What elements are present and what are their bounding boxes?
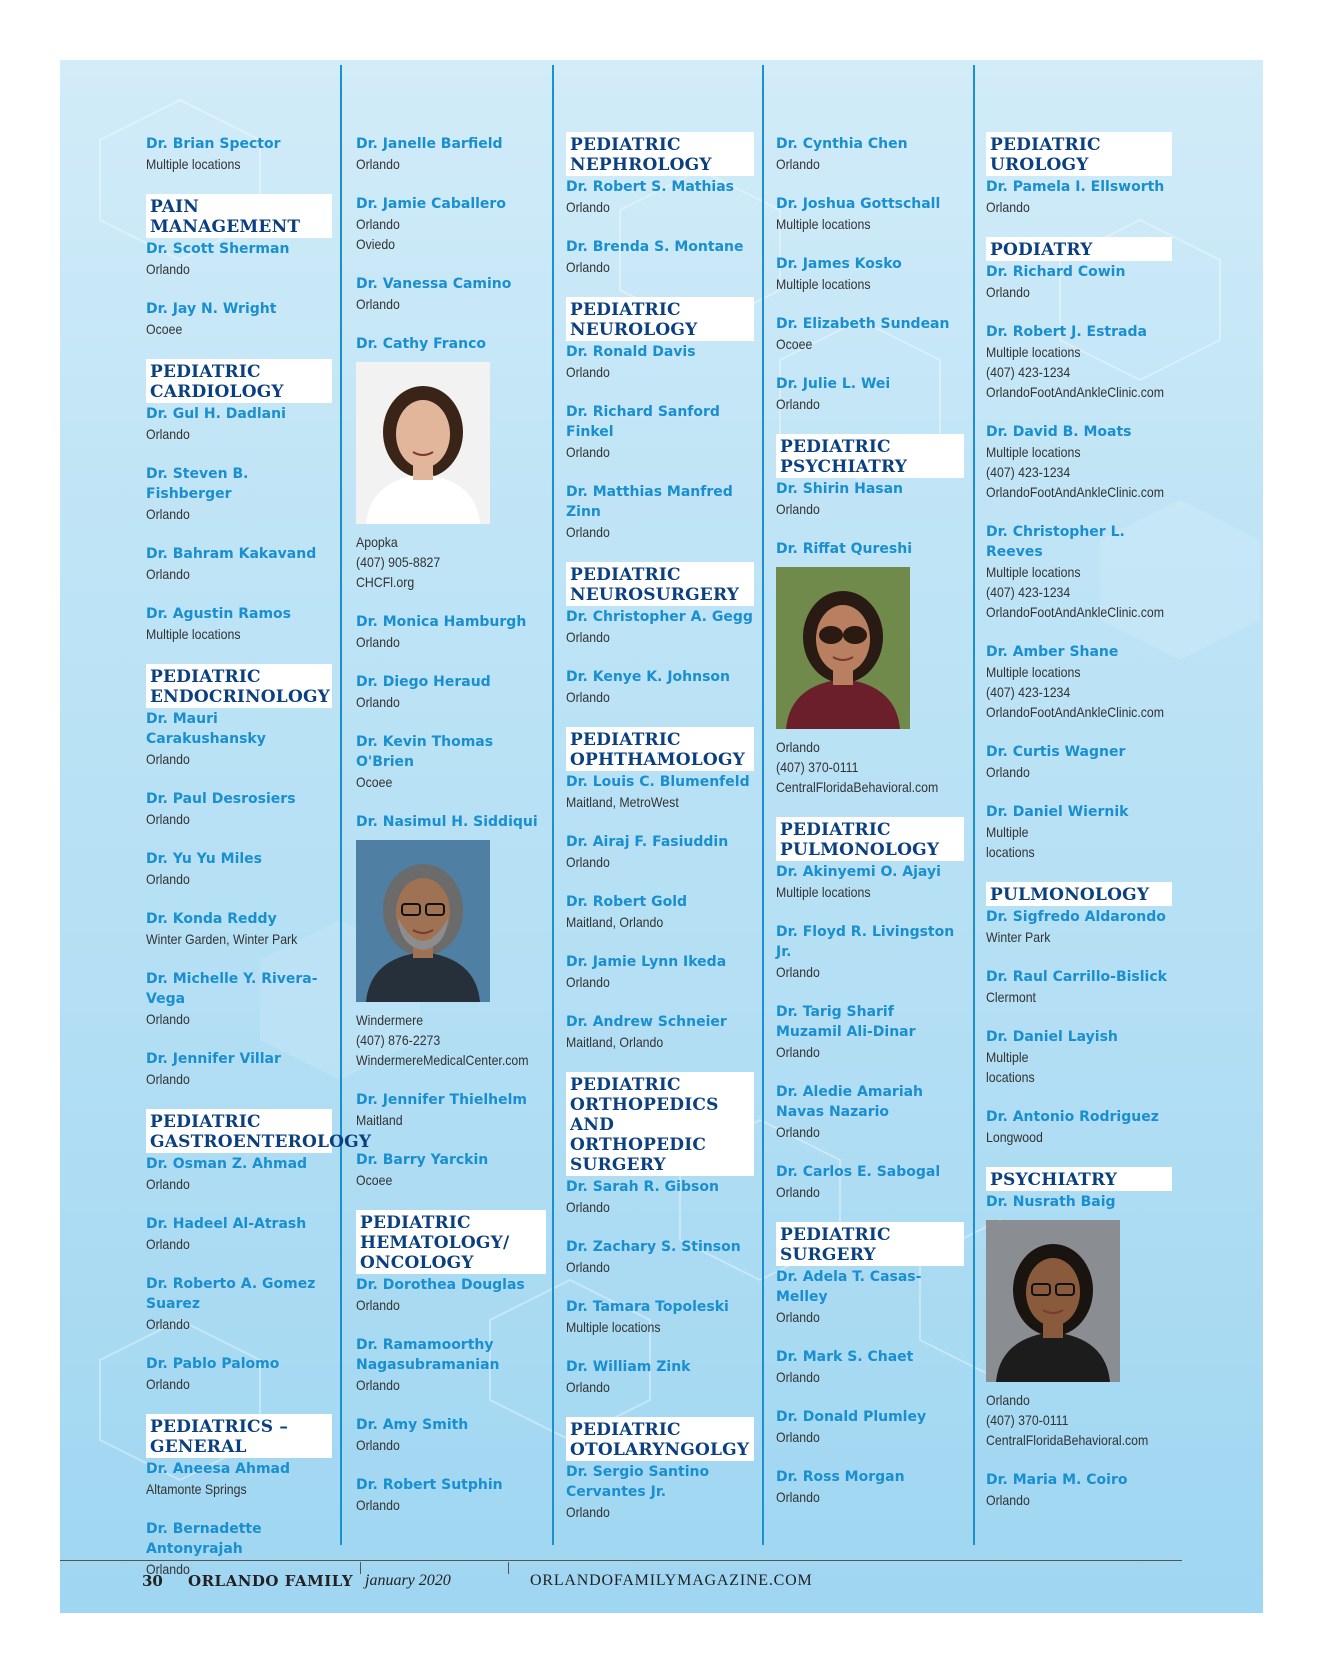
doctor-name: Dr. Mauri Carakushansky (146, 711, 266, 747)
doctor-name: Dr. Robert J. Estrada (986, 324, 1147, 340)
doctor-name: Dr. Brenda S. Montane (566, 239, 744, 255)
doctor-name: Dr. Nusrath Baig (986, 1194, 1116, 1210)
doctor-location: Orlando (776, 964, 820, 980)
doctor-location: Orlando (566, 1504, 610, 1520)
doctor-entry (776, 254, 964, 294)
doctor-entry (986, 262, 1172, 302)
doctor-name: Dr. Jay N. Wright (146, 301, 277, 317)
specialty-heading: PEDIATRIC NEUROLOGY (566, 297, 754, 341)
doctor-name: Dr. Robert Gold (566, 894, 688, 910)
doctor-phone: (407) 423-1234 (986, 464, 1071, 480)
doctor-entry (566, 607, 754, 647)
doctor-entry (146, 909, 332, 949)
doctor-location: Orlando (776, 1429, 820, 1445)
doctor-location: Windermere (356, 1012, 424, 1028)
doctor-location: Winter Garden, Winter Park (146, 931, 298, 947)
specialty-heading: PEDIATRIC ORTHOPEDICS AND ORTHOPEDIC SURGERY (566, 1072, 754, 1176)
doctor-name: Dr. Roberto A. Gomez Suarez (146, 1276, 316, 1312)
doctor-name: Dr. Christopher L. Reeves (986, 524, 1125, 560)
doctor-name: Dr. Adela T. Casas-Melley (776, 1269, 922, 1305)
column-separator (552, 65, 554, 1545)
doctor-entry (776, 314, 964, 354)
doctor-name: Dr. Ross Morgan (776, 1469, 905, 1485)
doctor-entry (356, 1275, 546, 1315)
column-4 (776, 132, 964, 1527)
column-2 (356, 132, 546, 1535)
doctor-name: Dr. Paul Desrosiers (146, 791, 296, 807)
doctor-entry (776, 862, 964, 902)
doctor-phone: (407) 370-0111 (776, 759, 859, 775)
doctor-location: Maitland, Orlando (566, 1034, 664, 1050)
doctor-website[interactable]: OrlandoFootAndAnkleClinic.com (986, 384, 1165, 400)
doctor-website[interactable]: CentralFloridaBehavioral.com (986, 1432, 1149, 1448)
doctor-name: Dr. Donald Plumley (776, 1409, 927, 1425)
doctor-entry (146, 709, 332, 769)
doctor-location: Orlando (146, 1071, 190, 1087)
specialty-heading: PEDIATRIC PSYCHIATRY (776, 434, 964, 478)
doctor-entry (776, 1162, 964, 1202)
doctor-phone: (407) 423-1234 (986, 364, 1071, 380)
doctor-name: Dr. Yu Yu Miles (146, 851, 262, 867)
doctor-location: Multiple locations (566, 1319, 661, 1335)
doctor-entry (986, 1107, 1172, 1147)
doctor-entry (146, 1274, 332, 1334)
doctor-name: Dr. Julie L. Wei (776, 376, 891, 392)
doctor-location: Orlando (776, 1489, 820, 1505)
doctor-location: Orlando (356, 634, 400, 650)
doctor-name: Dr. James Kosko (776, 256, 902, 272)
doctor-name: Dr. Richard Cowin (986, 264, 1126, 280)
footer-rule (60, 1560, 1182, 1561)
doctor-location: Clermont (986, 989, 1036, 1005)
doctor-location: Orlando (356, 156, 400, 172)
doctor-name: Dr. Cynthia Chen (776, 136, 908, 152)
doctor-entry (566, 1297, 754, 1337)
doctor-location: Orlando (776, 1124, 820, 1140)
doctor-name: Dr. Osman Z. Ahmad (146, 1156, 308, 1172)
doctor-location: Orlando (356, 1497, 400, 1513)
doctor-name: Dr. Barry Yarckin (356, 1152, 489, 1168)
doctor-name: Dr. Shirin Hasan (776, 481, 904, 497)
doctor-entry (146, 134, 332, 174)
doctor-location: Maitland, Orlando (566, 914, 664, 930)
magazine-website[interactable]: ORLANDOFAMILYMAGAZINE.COM (530, 1572, 813, 1589)
doctor-entry (146, 849, 332, 889)
doctor-location: Orlando (566, 854, 610, 870)
doctor-location: Orlando (776, 1184, 820, 1200)
doctor-name: Dr. Vanessa Camino (356, 276, 512, 292)
doctor-entry (356, 1335, 546, 1395)
column-separator (762, 65, 764, 1545)
doctor-entry (566, 177, 754, 217)
magazine-name: ORLANDO FAMILY (188, 1572, 354, 1590)
doctor-location: Ocoee (146, 321, 183, 337)
doctor-name: Dr. Sergio Santino Cervantes Jr. (566, 1464, 710, 1500)
page-number: 30 (142, 1572, 163, 1590)
doctor-entry (566, 952, 754, 992)
doctor-location: Winter Park (986, 929, 1051, 945)
doctor-entry (146, 464, 332, 524)
specialty-heading: PAIN MANAGEMENT (146, 194, 332, 238)
doctor-name: Dr. William Zink (566, 1359, 691, 1375)
doctor-location: Orlando (356, 296, 400, 312)
doctor-name: Dr. Daniel Wiernik (986, 804, 1129, 820)
doctor-website[interactable]: CHCFl.org (356, 574, 415, 590)
specialty-heading: PEDIATRIC GASTROENTEROLOGY (146, 1109, 332, 1153)
doctor-location: Orlando (986, 1492, 1030, 1508)
doctor-location: Orlando (566, 364, 610, 380)
doctor-name: Dr. Zachary S. Stinson (566, 1239, 741, 1255)
doctor-name: Dr. Maria M. Coiro (986, 1472, 1128, 1488)
doctor-name: Dr. Raul Carrillo-Bislick (986, 969, 1167, 985)
doctor-name: Dr. Diego Heraud (356, 674, 491, 690)
doctor-location: Orlando (566, 974, 610, 990)
doctor-location: Orlando (146, 261, 190, 277)
doctor-entry (146, 299, 332, 339)
doctor-name: Dr. Tarig Sharif Muzamil Ali-Dinar (776, 1004, 916, 1040)
doctor-location: Orlando (146, 1176, 190, 1192)
doctor-name: Dr. Steven B. Fishberger (146, 466, 249, 502)
doctor-phone: (407) 423-1234 (986, 584, 1071, 600)
specialty-heading: PEDIATRIC SURGERY (776, 1222, 964, 1266)
doctor-entry (566, 402, 754, 462)
doctor-entry (776, 1002, 964, 1062)
doctor-location: Apopka (356, 534, 398, 550)
doctor-entry (356, 1150, 546, 1190)
doctor-entry (146, 1354, 332, 1394)
doctor-entry (146, 604, 332, 644)
doctor-entry (566, 482, 754, 542)
doctor-location: Orlando (356, 1297, 400, 1313)
doctor-name: Dr. Scott Sherman (146, 241, 290, 257)
doctor-location: Maitland, MetroWest (566, 794, 679, 810)
doctor-name: Dr. Sigfredo Aldarondo (986, 909, 1166, 925)
doctor-location: Orlando (146, 566, 190, 582)
doctor-name: Dr. David B. Moats (986, 424, 1132, 440)
doctor-location: Orlando (776, 739, 820, 755)
doctor-name: Dr. Kevin Thomas O'Brien (356, 734, 494, 770)
specialty-heading: PODIATRY (986, 237, 1172, 261)
doctor-entry (776, 1467, 964, 1507)
doctor-name: Dr. Sarah R. Gibson (566, 1179, 719, 1195)
doctor-portrait-photo (356, 362, 490, 524)
doctor-location: Orlando (986, 284, 1030, 300)
doctor-entry (566, 772, 754, 812)
doctor-location: Orlando (146, 1561, 190, 1577)
doctor-website[interactable]: OrlandoFootAndAnkleClinic.com (986, 484, 1165, 500)
doctor-entry (776, 539, 964, 797)
doctor-entry (146, 404, 332, 444)
doctor-location: Orlando (146, 751, 190, 767)
column-1 (146, 132, 372, 1599)
doctor-entry (776, 1267, 964, 1327)
doctor-entry (986, 642, 1172, 722)
specialty-heading: PEDIATRIC ENDOCRINOLOGY (146, 664, 332, 708)
specialty-heading: PEDIATRIC UROLOGY (986, 132, 1172, 176)
doctor-entry (566, 1177, 754, 1217)
doctor-name: Dr. Richard Sanford Finkel (566, 404, 720, 440)
doctor-location: Orlando (566, 629, 610, 645)
doctor-entry (776, 922, 964, 982)
doctor-name: Dr. Ramamoorthy Nagasubramanian (356, 1337, 500, 1373)
doctor-location: Orlando (146, 1011, 190, 1027)
specialty-heading: PEDIATRIC OPHTHAMOLOGY (566, 727, 754, 771)
doctor-entry (776, 1347, 964, 1387)
doctor-entry (356, 812, 546, 1070)
doctor-location: Orlando (146, 1316, 190, 1332)
doctor-entry (356, 1415, 546, 1455)
doctor-location: Orlando (146, 811, 190, 827)
doctor-name: Dr. Amber Shane (986, 644, 1119, 660)
doctor-location: Multiple locations (146, 156, 241, 172)
doctor-entry (986, 802, 1172, 862)
doctor-location: Orlando (566, 444, 610, 460)
column-5 (986, 132, 1172, 1530)
doctor-name: Dr. Riffat Qureshi (776, 541, 913, 557)
doctor-name: Dr. Matthias Manfred Zinn (566, 484, 733, 520)
doctor-location: Orlando (356, 1377, 400, 1393)
doctor-entry (356, 1090, 546, 1130)
doctor-entry (986, 907, 1172, 947)
doctor-location: Orlando (566, 199, 610, 215)
doctor-location: Ocoee (356, 1172, 393, 1188)
doctor-name: Dr. Hadeel Al-Atrash (146, 1216, 307, 1232)
doctor-entry (776, 1407, 964, 1447)
doctor-location: Orlando (776, 1369, 820, 1385)
doctor-name: Dr. Aneesa Ahmad (146, 1461, 291, 1477)
doctor-location: Orlando (566, 259, 610, 275)
doctor-entry (356, 1475, 546, 1515)
doctor-name: Dr. Pablo Palomo (146, 1356, 280, 1372)
doctor-location: Altamonte Springs (146, 1481, 247, 1497)
doctor-location: Orlando (566, 1199, 610, 1215)
doctor-name: Dr. Robert S. Mathias (566, 179, 734, 195)
doctor-location: Orlando (776, 1044, 820, 1060)
doctor-entry (776, 1082, 964, 1142)
page-footer (60, 1560, 1182, 1590)
doctor-location: Orlando (986, 199, 1030, 215)
doctor-entry (356, 274, 546, 314)
doctor-location: Orlando (986, 764, 1030, 780)
doctor-location: Longwood (986, 1129, 1043, 1145)
doctor-location: Multiple locations (986, 444, 1081, 460)
doctor-location: Orlando (566, 1259, 610, 1275)
specialty-heading: PEDIATRIC PULMONOLOGY (776, 817, 964, 861)
doctor-name: Dr. Andrew Schneier (566, 1014, 727, 1030)
doctor-name: Dr. Jennifer Thielhelm (356, 1092, 527, 1108)
specialty-heading: PEDIATRIC OTOLARYNGOLGY (566, 1417, 754, 1461)
specialty-heading: PEDIATRIC CARDIOLOGY (146, 359, 332, 403)
doctor-entry (986, 1470, 1172, 1510)
doctor-location: locations (986, 1069, 1035, 1085)
doctor-location: Orlando (146, 1376, 190, 1392)
doctor-location: Ocoee (356, 774, 393, 790)
doctor-portrait-photo (776, 567, 910, 729)
doctor-entry (986, 177, 1172, 217)
doctor-location: Orlando (566, 689, 610, 705)
doctor-location: Orlando (776, 501, 820, 517)
doctor-entry (566, 832, 754, 872)
doctor-website[interactable]: OrlandoFootAndAnkleClinic.com (986, 704, 1165, 720)
doctor-location: Multiple (986, 824, 1029, 840)
doctor-entry (146, 544, 332, 584)
doctor-entry (146, 1214, 332, 1254)
doctor-location: Orlando (566, 524, 610, 540)
doctor-entry (356, 612, 546, 652)
doctor-location: Orlando (356, 216, 400, 232)
doctor-phone: (407) 905-8827 (356, 554, 441, 570)
doctor-location: Maitland (356, 1112, 403, 1128)
doctor-location: Oviedo (356, 236, 396, 252)
doctor-name: Dr. Joshua Gottschall (776, 196, 941, 212)
doctor-entry (146, 789, 332, 829)
doctor-website[interactable]: CentralFloridaBehavioral.com (776, 779, 939, 795)
doctor-entry (566, 342, 754, 382)
doctor-name: Dr. Jennifer Villar (146, 1051, 281, 1067)
doctor-name: Dr. Monica Hamburgh (356, 614, 527, 630)
doctor-name: Dr. Antonio Rodriguez (986, 1109, 1159, 1125)
doctor-name: Dr. Jamie Lynn Ikeda (566, 954, 727, 970)
doctor-entry (566, 667, 754, 707)
doctor-name: Dr. Daniel Layish (986, 1029, 1118, 1045)
doctor-entry (986, 967, 1172, 1007)
doctor-name: Dr. Elizabeth Sundean (776, 316, 950, 332)
doctor-entry (986, 522, 1172, 622)
doctor-name: Dr. Louis C. Blumenfeld (566, 774, 750, 790)
specialty-heading: PSYCHIATRY (986, 1167, 1172, 1191)
doctor-entry (986, 742, 1172, 782)
doctor-entry (356, 134, 546, 174)
doctor-entry (566, 892, 754, 932)
doctor-entry (566, 1237, 754, 1277)
doctor-entry (566, 237, 754, 277)
doctor-name: Dr. Dorothea Douglas (356, 1277, 525, 1293)
doctor-location: Ocoee (776, 336, 813, 352)
doctor-entry (566, 1462, 754, 1522)
doctor-name: Dr. Tamara Topoleski (566, 1299, 729, 1315)
doctor-entry (986, 422, 1172, 502)
doctor-location: Multiple locations (776, 216, 871, 232)
footer-divider (508, 1562, 509, 1574)
doctor-phone: (407) 423-1234 (986, 684, 1071, 700)
doctor-name: Dr. Christopher A. Gegg (566, 609, 753, 625)
doctor-name: Dr. Bernadette Antonyrajah (146, 1521, 262, 1557)
doctor-entry (146, 1049, 332, 1089)
doctor-name: Dr. Airaj F. Fasiuddin (566, 834, 729, 850)
doctor-name: Dr. Pamela I. Ellsworth (986, 179, 1165, 195)
doctor-entry (986, 1027, 1172, 1087)
doctor-name: Dr. Cathy Franco (356, 336, 487, 352)
doctor-location: locations (986, 844, 1035, 860)
doctor-location: Orlando (146, 506, 190, 522)
column-3 (566, 132, 754, 1542)
doctor-location: Orlando (356, 1437, 400, 1453)
doctor-location: Multiple locations (776, 276, 871, 292)
doctor-location: Multiple locations (986, 344, 1081, 360)
doctor-location: Orlando (146, 871, 190, 887)
doctor-location: Multiple locations (146, 626, 241, 642)
doctor-entry (986, 322, 1172, 402)
doctor-location: Multiple locations (776, 884, 871, 900)
doctor-website[interactable]: OrlandoFootAndAnkleClinic.com (986, 604, 1165, 620)
doctor-name: Dr. Floyd R. Livingston Jr. (776, 924, 955, 960)
footer-divider (360, 1562, 361, 1574)
doctor-entry (146, 1459, 332, 1499)
issue-date: january 2020 (365, 1572, 451, 1589)
doctor-name: Dr. Janelle Barfield (356, 136, 503, 152)
doctor-portrait-photo (986, 1220, 1120, 1382)
doctor-entry (146, 239, 332, 279)
doctor-name: Dr. Agustin Ramos (146, 606, 291, 622)
doctor-entry (776, 479, 964, 519)
doctor-entry (776, 134, 964, 174)
doctor-phone: (407) 370-0111 (986, 1412, 1069, 1428)
doctor-name: Dr. Nasimul H. Siddiqui (356, 814, 538, 830)
doctor-phone: (407) 876-2273 (356, 1032, 441, 1048)
doctor-entry (776, 374, 964, 414)
doctor-name: Dr. Carlos E. Sabogal (776, 1164, 941, 1180)
doctor-location: Orlando (146, 1236, 190, 1252)
doctor-location: Orlando (986, 1392, 1030, 1408)
column-separator (340, 65, 342, 1545)
doctor-name: Dr. Ronald Davis (566, 344, 696, 360)
doctor-name: Dr. Michelle Y. Rivera-Vega (146, 971, 318, 1007)
doctor-name: Dr. Akinyemi O. Ajayi (776, 864, 941, 880)
doctor-location: Orlando (776, 396, 820, 412)
doctor-name: Dr. Kenye K. Johnson (566, 669, 731, 685)
doctor-portrait-photo (356, 840, 490, 1002)
specialty-heading: PEDIATRIC NEUROSURGERY (566, 562, 754, 606)
doctor-entry (356, 194, 546, 254)
doctor-entry (146, 1154, 332, 1194)
doctor-name: Dr. Mark S. Chaet (776, 1349, 914, 1365)
doctor-website[interactable]: WindermereMedicalCenter.com (356, 1052, 529, 1068)
doctor-location: Orlando (356, 694, 400, 710)
doctor-name: Dr. Curtis Wagner (986, 744, 1126, 760)
doctor-entry (146, 969, 332, 1029)
specialty-heading: PEDIATRIC HEMATOLOGY/ ONCOLOGY (356, 1210, 546, 1274)
doctor-location: Orlando (776, 1309, 820, 1325)
doctor-location: Orlando (146, 426, 190, 442)
doctor-name: Dr. Brian Spector (146, 136, 281, 152)
doctor-entry (566, 1012, 754, 1052)
specialty-heading: PEDIATRICS – GENERAL (146, 1414, 332, 1458)
doctor-name: Dr. Robert Sutphin (356, 1477, 503, 1493)
doctor-entry (356, 672, 546, 712)
doctor-entry (986, 1192, 1172, 1450)
doctor-entry (776, 194, 964, 234)
specialty-heading: PEDIATRIC NEPHROLOGY (566, 132, 754, 176)
column-separator (973, 65, 975, 1545)
doctor-name: Dr. Amy Smith (356, 1417, 469, 1433)
doctor-location: Orlando (566, 1379, 610, 1395)
doctor-entry (356, 732, 546, 792)
doctor-name: Dr. Konda Reddy (146, 911, 277, 927)
specialty-heading: PULMONOLOGY (986, 882, 1172, 906)
doctor-name: Dr. Gul H. Dadlani (146, 406, 286, 422)
doctor-location: Multiple locations (986, 564, 1081, 580)
doctor-location: Multiple locations (986, 664, 1081, 680)
doctor-name: Dr. Jamie Caballero (356, 196, 506, 212)
doctor-entry (566, 1357, 754, 1397)
doctor-name: Dr. Aledie Amariah Navas Nazario (776, 1084, 924, 1120)
doctor-entry (356, 334, 546, 592)
doctor-location: Orlando (776, 156, 820, 172)
doctor-location: Multiple (986, 1049, 1029, 1065)
doctor-name: Dr. Bahram Kakavand (146, 546, 317, 562)
